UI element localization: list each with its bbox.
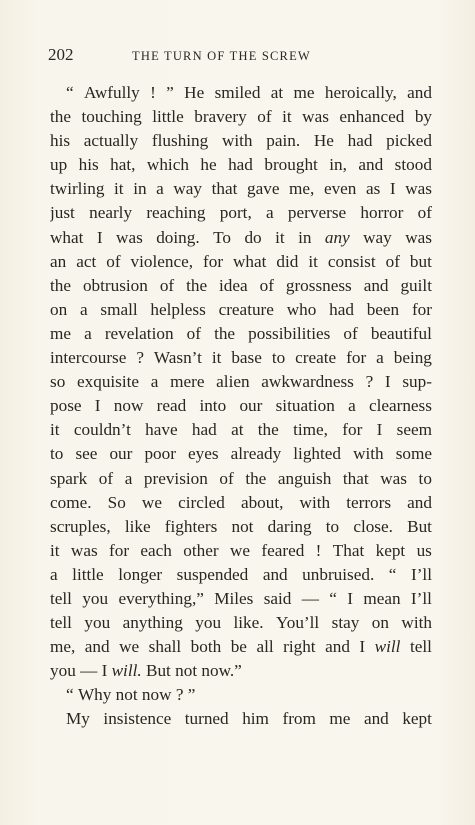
word: even xyxy=(323,179,357,199)
word: a xyxy=(348,396,356,416)
word: with xyxy=(221,131,253,151)
word: was xyxy=(380,468,407,488)
word: ! xyxy=(315,540,322,560)
word: and xyxy=(358,155,384,175)
word: in xyxy=(133,179,147,199)
word: was xyxy=(302,107,329,127)
word: for xyxy=(109,540,130,560)
word: perverse xyxy=(287,203,347,223)
word: create xyxy=(295,348,337,368)
word: sup- xyxy=(402,372,432,392)
word: To xyxy=(213,227,231,247)
text-line xyxy=(50,370,432,394)
word: exquisite xyxy=(77,372,140,392)
word: the xyxy=(245,468,267,488)
word: kept xyxy=(375,540,406,560)
word: for xyxy=(346,348,367,368)
word: possibilities xyxy=(248,323,331,343)
word: it xyxy=(275,227,285,247)
word: said xyxy=(263,588,292,608)
word: grossness xyxy=(285,275,352,295)
word: He xyxy=(184,83,205,102)
word: of xyxy=(106,251,121,271)
text-line xyxy=(50,515,432,539)
word: will xyxy=(374,637,401,657)
text-line xyxy=(50,346,432,370)
word: kept xyxy=(402,709,432,729)
word: But xyxy=(407,516,432,536)
word: now xyxy=(113,396,144,416)
word: of xyxy=(98,468,114,488)
word: it xyxy=(308,251,318,271)
word: for xyxy=(203,251,224,271)
word: be xyxy=(230,637,247,657)
word: was xyxy=(70,540,98,560)
word: I’ll xyxy=(410,588,432,608)
word: I xyxy=(376,420,383,440)
word: bravery xyxy=(194,107,247,127)
word: which xyxy=(146,155,189,175)
text-line xyxy=(50,587,432,611)
word: little xyxy=(72,564,104,584)
word: that xyxy=(342,468,369,488)
word: a xyxy=(376,348,384,368)
word: revelation xyxy=(104,323,174,343)
word: will. xyxy=(111,661,142,681)
word: who xyxy=(286,299,317,319)
word: picked xyxy=(386,131,432,151)
word: was xyxy=(116,227,143,247)
word: was xyxy=(405,179,432,199)
word: I xyxy=(101,661,108,681)
word: scruples, xyxy=(50,516,111,536)
word: come. xyxy=(50,492,92,512)
word: to xyxy=(325,516,340,536)
text-line xyxy=(50,81,432,105)
word: clearness xyxy=(368,396,432,416)
word: circled xyxy=(178,492,225,512)
word: But xyxy=(145,661,171,681)
word: a xyxy=(266,203,274,223)
word: flushing xyxy=(151,131,209,151)
word: obtrusion xyxy=(82,275,148,295)
word: we xyxy=(119,637,140,657)
word: so xyxy=(50,372,66,392)
word: I xyxy=(359,637,366,657)
word: terrors xyxy=(346,492,392,512)
word: that xyxy=(211,179,238,199)
word: up xyxy=(50,155,68,175)
text-line xyxy=(50,274,432,298)
word: pain. xyxy=(266,131,301,151)
word: had xyxy=(329,299,354,319)
word: longer xyxy=(118,564,163,584)
word: me xyxy=(50,323,71,343)
word: guilt xyxy=(400,275,432,295)
word: alien xyxy=(216,372,250,392)
word: I xyxy=(384,372,391,392)
text-line xyxy=(50,467,432,491)
word: right xyxy=(283,637,316,657)
word: brought xyxy=(264,155,318,175)
word: do xyxy=(244,227,262,247)
word: the xyxy=(186,275,208,295)
word: see xyxy=(75,444,98,464)
word: anguish xyxy=(277,468,332,488)
word: heroically, xyxy=(324,83,397,102)
word: port, xyxy=(219,203,252,223)
word: he xyxy=(200,155,217,175)
word: close. xyxy=(353,516,393,536)
word: — xyxy=(301,588,319,608)
word: been xyxy=(366,299,400,319)
text-line xyxy=(50,491,432,515)
word: have xyxy=(145,420,178,440)
word: and xyxy=(407,83,432,102)
word: twirling xyxy=(50,179,105,199)
word: of xyxy=(417,203,432,223)
word: being xyxy=(393,348,432,368)
word: as xyxy=(365,179,381,199)
word: a xyxy=(79,299,88,319)
word: me, xyxy=(50,637,76,657)
word: had xyxy=(347,131,373,151)
text-line xyxy=(50,105,432,129)
word: it xyxy=(211,348,222,368)
word: it xyxy=(282,107,292,127)
word: and xyxy=(84,637,110,657)
word: That xyxy=(332,540,365,560)
word: for xyxy=(411,299,432,319)
text-line xyxy=(50,563,432,587)
word: Awfully xyxy=(84,83,140,102)
word: shall xyxy=(148,637,182,657)
word: violence, xyxy=(130,251,194,271)
word: not xyxy=(231,516,254,536)
word: poor xyxy=(144,444,176,464)
word: daring xyxy=(267,516,312,536)
word: awkwardness xyxy=(261,372,354,392)
word: it xyxy=(114,179,124,199)
word: what xyxy=(50,227,84,247)
word: a xyxy=(124,468,133,488)
word: He xyxy=(313,131,334,151)
word: beautiful xyxy=(370,323,432,343)
body-text xyxy=(50,81,432,732)
word: I xyxy=(94,396,101,416)
word: you xyxy=(195,613,222,633)
text-line xyxy=(50,394,432,418)
page-number: 202 xyxy=(48,45,74,64)
word: act xyxy=(76,251,97,271)
word: from xyxy=(282,709,316,729)
word: stood xyxy=(394,155,432,175)
word: and xyxy=(363,275,389,295)
text-line xyxy=(50,611,432,635)
word: an xyxy=(50,251,67,271)
word: You’ll xyxy=(276,613,320,633)
word: of xyxy=(259,275,274,295)
word: but xyxy=(409,251,432,271)
word: read xyxy=(156,396,187,416)
word: on xyxy=(50,299,68,319)
word: unbruised. xyxy=(302,564,375,584)
word: of xyxy=(385,251,400,271)
word: the xyxy=(50,275,71,295)
word: tell xyxy=(409,637,432,657)
word: suspended xyxy=(176,564,249,584)
word: me, xyxy=(289,179,315,199)
word: time, xyxy=(293,420,328,440)
word: mere xyxy=(170,372,205,392)
word: tell xyxy=(50,588,72,608)
word: you xyxy=(50,661,76,681)
word: Wasn’t xyxy=(153,348,202,368)
word: turned xyxy=(184,709,229,729)
running-head: THE TURN OF THE SCREW xyxy=(132,49,311,63)
word: us xyxy=(416,540,432,560)
word: of xyxy=(219,468,234,488)
word: a xyxy=(150,372,159,392)
word: any xyxy=(324,227,350,247)
word: I’ll xyxy=(410,564,432,584)
text-line xyxy=(50,153,432,177)
word: couldn’t xyxy=(73,420,131,440)
word: of xyxy=(257,107,272,127)
word: you xyxy=(82,588,109,608)
word: eyes xyxy=(188,444,219,464)
word: what xyxy=(233,251,267,271)
word: by xyxy=(414,107,432,127)
word: not xyxy=(175,661,198,681)
word: to xyxy=(271,348,286,368)
word: anything xyxy=(122,613,183,633)
word: for xyxy=(342,420,363,440)
text-line xyxy=(50,539,432,563)
word: ” xyxy=(187,685,196,705)
word: idea xyxy=(219,275,248,295)
word: was xyxy=(405,227,432,247)
word: and xyxy=(363,709,389,729)
word: each xyxy=(140,540,172,560)
text-line xyxy=(50,298,432,322)
word: it xyxy=(50,540,60,560)
word: had xyxy=(228,155,253,175)
word: doing. xyxy=(156,227,200,247)
word: like xyxy=(124,516,151,536)
word: other xyxy=(183,540,219,560)
word: ! xyxy=(150,83,156,102)
word: did xyxy=(276,251,299,271)
word: ” xyxy=(166,83,174,102)
word: horror xyxy=(360,203,404,223)
word: creature xyxy=(218,299,274,319)
word: mean xyxy=(363,588,401,608)
word: small xyxy=(100,299,138,319)
word: feared xyxy=(261,540,305,560)
text-line xyxy=(50,177,432,201)
word: spark xyxy=(50,468,88,488)
word: it xyxy=(50,420,60,440)
word: fighters xyxy=(164,516,218,536)
word: base xyxy=(231,348,262,368)
word: of xyxy=(343,323,358,343)
word: reaching xyxy=(146,203,206,223)
word: and xyxy=(262,564,288,584)
word: helpless xyxy=(150,299,206,319)
word: we xyxy=(229,540,250,560)
word: all xyxy=(256,637,274,657)
word: So xyxy=(107,492,126,512)
word: Why xyxy=(77,685,112,705)
word: ? xyxy=(365,372,374,392)
word: “ xyxy=(329,588,337,608)
word: lighted xyxy=(293,444,342,464)
word: the xyxy=(214,323,236,343)
word: everything,” xyxy=(118,588,204,608)
word: a xyxy=(84,323,92,343)
word: already xyxy=(230,444,282,464)
text-line xyxy=(50,129,432,153)
word: stay xyxy=(331,613,360,633)
word: in xyxy=(298,227,312,247)
word: prevision xyxy=(143,468,208,488)
word: to xyxy=(50,444,64,464)
text-line xyxy=(50,442,432,466)
word: our xyxy=(109,444,133,464)
word: actually xyxy=(83,131,139,151)
word: Miles xyxy=(214,588,254,608)
text-line xyxy=(50,659,432,683)
word: our xyxy=(239,396,263,416)
word: My xyxy=(66,709,90,729)
text-line xyxy=(50,250,432,274)
word: the xyxy=(50,107,71,127)
word: “ xyxy=(66,685,74,705)
word: me xyxy=(329,709,351,729)
word: him xyxy=(242,709,269,729)
word: — xyxy=(80,661,98,681)
word: on xyxy=(371,613,389,633)
word: touching xyxy=(81,107,142,127)
word: gave xyxy=(247,179,280,199)
word: with xyxy=(401,613,432,633)
word: nearly xyxy=(89,203,133,223)
word: at xyxy=(231,420,244,440)
word: consist xyxy=(327,251,376,271)
text-line xyxy=(50,683,432,707)
word: you xyxy=(84,613,111,633)
word: had xyxy=(191,420,217,440)
word: not xyxy=(115,685,138,705)
word: of xyxy=(186,323,201,343)
text-line xyxy=(50,418,432,442)
word: intercourse xyxy=(50,348,127,368)
word: I xyxy=(347,588,353,608)
word: seem xyxy=(396,420,432,440)
word: his xyxy=(78,155,99,175)
word: in, xyxy=(329,155,347,175)
text-line xyxy=(50,201,432,225)
text-line xyxy=(50,226,432,250)
word: smiled xyxy=(214,83,261,102)
page-header xyxy=(48,45,428,65)
word: some xyxy=(395,444,432,464)
word: like. xyxy=(233,613,264,633)
word: into xyxy=(199,396,227,416)
text-line xyxy=(50,322,432,346)
word: now xyxy=(141,685,172,705)
word: tell xyxy=(50,613,72,633)
word: I xyxy=(389,179,396,199)
text-line xyxy=(50,707,432,731)
word: a xyxy=(156,179,164,199)
word: little xyxy=(152,107,184,127)
word: I xyxy=(96,227,103,247)
word: way xyxy=(173,179,203,199)
word: way xyxy=(363,227,392,247)
word: at xyxy=(270,83,284,102)
word: and xyxy=(407,492,432,512)
word: of xyxy=(159,275,175,295)
word: a xyxy=(50,564,58,584)
word: situation xyxy=(275,396,335,416)
word: with xyxy=(353,444,384,464)
word: with xyxy=(299,492,331,512)
word: now.” xyxy=(201,661,242,681)
word: and xyxy=(325,637,350,657)
word: his xyxy=(50,131,71,151)
word: to xyxy=(418,468,432,488)
word: insistence xyxy=(103,709,172,729)
word: ? xyxy=(175,685,184,705)
word: ? xyxy=(136,348,144,368)
word: the xyxy=(257,420,279,440)
word: “ xyxy=(66,83,74,102)
word: we xyxy=(141,492,162,512)
word: pose xyxy=(50,396,82,416)
word: “ xyxy=(388,564,397,584)
word: enhanced xyxy=(339,107,405,127)
word: just xyxy=(50,203,75,223)
word: both xyxy=(190,637,222,657)
word: me xyxy=(293,83,315,102)
text-line xyxy=(50,635,432,659)
word: hat, xyxy=(110,155,136,175)
word: about, xyxy=(240,492,284,512)
